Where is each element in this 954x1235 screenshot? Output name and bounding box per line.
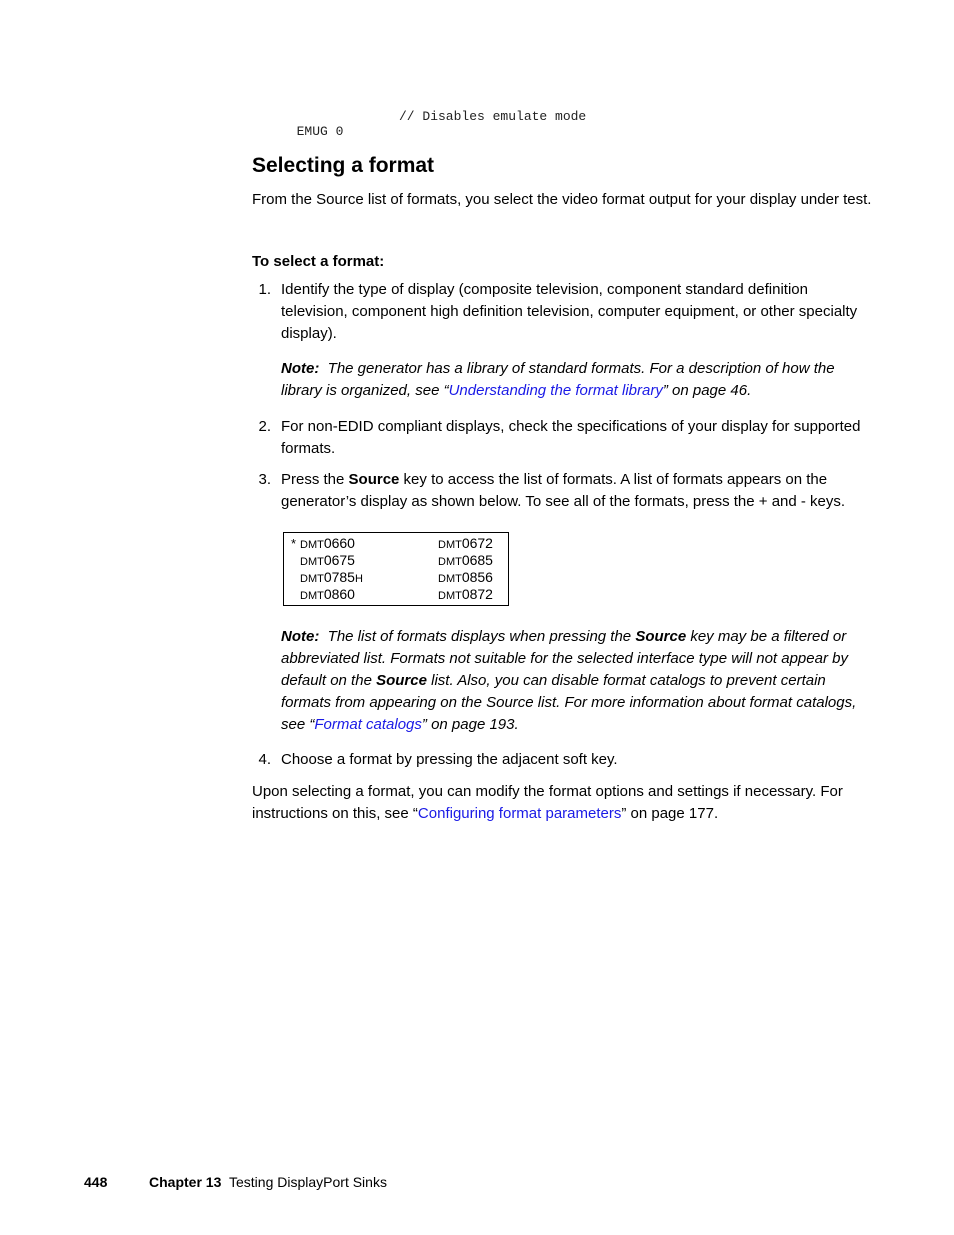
chapter-title: Testing DisplayPort Sinks: [229, 1174, 387, 1190]
format-item[interactable]: [300, 552, 355, 569]
step-text: Choose a format by pressing the adjacent soft key.: [281, 751, 618, 768]
format-item[interactable]: [300, 569, 363, 586]
step-number: 1.: [258, 281, 271, 298]
step-number: 2.: [258, 418, 271, 435]
source-key-label: Source: [635, 628, 687, 645]
step-number: 3.: [258, 471, 271, 488]
format-suffix: H: [354, 573, 363, 585]
format-prefix: DMT: [300, 590, 324, 602]
format-item[interactable]: [438, 586, 493, 603]
outro-paragraph: [252, 781, 872, 825]
format-number: 0675: [323, 552, 355, 568]
format-prefix: DMT: [438, 556, 462, 568]
format-item[interactable]: [300, 535, 355, 552]
note-text: The list of formats displays when pressing the: [327, 628, 636, 645]
format-prefix: DMT: [438, 539, 462, 551]
format-item[interactable]: [438, 569, 493, 586]
format-prefix: DMT: [300, 539, 324, 551]
source-key-label: Source: [348, 471, 400, 488]
note-text: key may be a filtered or abbreviated list. Formats not suitable for the selected interface type will not appear by default on the: [281, 628, 848, 689]
note-text: list. Also, you can disable format catalogs to prevent certain formats from appearing on the Source list. For more information about format catalogs, see “: [281, 672, 857, 733]
link-format-catalogs[interactable]: Format catalogs: [314, 716, 422, 733]
format-prefix: DMT: [300, 573, 324, 585]
format-prefix: DMT: [300, 556, 324, 568]
chapter-label: Chapter 13: [149, 1174, 222, 1190]
note-label: Note:: [281, 360, 320, 377]
step-text: For non-EDID compliant displays, check the specifications of your display for supported formats.: [281, 418, 861, 457]
note-2: [281, 626, 873, 736]
note-label: Note:: [281, 628, 320, 645]
link-configuring-format-parameters[interactable]: Configuring format parameters: [417, 805, 622, 822]
code-example: [281, 109, 587, 154]
link-understanding-format-library[interactable]: Understanding the format library: [448, 382, 663, 399]
format-number: 0685: [461, 552, 493, 568]
format-item[interactable]: [438, 535, 493, 552]
format-prefix: DMT: [438, 590, 462, 602]
format-number: 0660: [323, 535, 355, 551]
format-item[interactable]: [300, 586, 355, 603]
code-comment: // Disables emulate mode: [399, 109, 587, 124]
step-text: Identify the type of display (composite television, component standard definition television, component high definition television, computer equipment, or other specialty display).: [281, 281, 858, 342]
format-number: 0856: [461, 569, 493, 585]
selected-marker: *: [291, 536, 297, 551]
step-number: 4.: [258, 751, 271, 768]
format-number: 0860: [323, 586, 355, 602]
note-text: ” on page 193.: [421, 716, 519, 733]
outro-text: Upon selecting a format, you can modify the format options and settings if necessary. For instructions on this, see “: [252, 783, 843, 822]
section-title: Selecting a format: [252, 154, 435, 177]
step-text: [281, 469, 873, 513]
procedure-heading: To select a format:: [252, 253, 385, 270]
format-item[interactable]: [438, 552, 493, 569]
format-number: 0785: [323, 569, 355, 585]
note-text: ” on page 46.: [662, 382, 752, 399]
format-number: 0672: [461, 535, 493, 551]
intro-paragraph: From the Source list of formats, you select the video format output for your display under test.: [252, 191, 872, 208]
page-number: 448: [84, 1174, 108, 1190]
outro-text: ” on page 177.: [621, 805, 719, 822]
format-prefix: DMT: [438, 573, 462, 585]
step-text-part: Press the: [281, 471, 349, 488]
note-text: The generator has a library of standard formats. For a description of how the library is organized, see “: [281, 360, 835, 399]
format-list-display: [283, 532, 509, 606]
source-key-label: Source: [376, 672, 427, 689]
code-command: EMUG 0: [296, 124, 344, 139]
note-1: [281, 358, 873, 402]
step-text-part: key to access the list of formats. A list of formats appears on the generator’s display as shown below. To see all of the formats, press the + and - keys.: [281, 471, 846, 510]
format-number: 0872: [461, 586, 493, 602]
